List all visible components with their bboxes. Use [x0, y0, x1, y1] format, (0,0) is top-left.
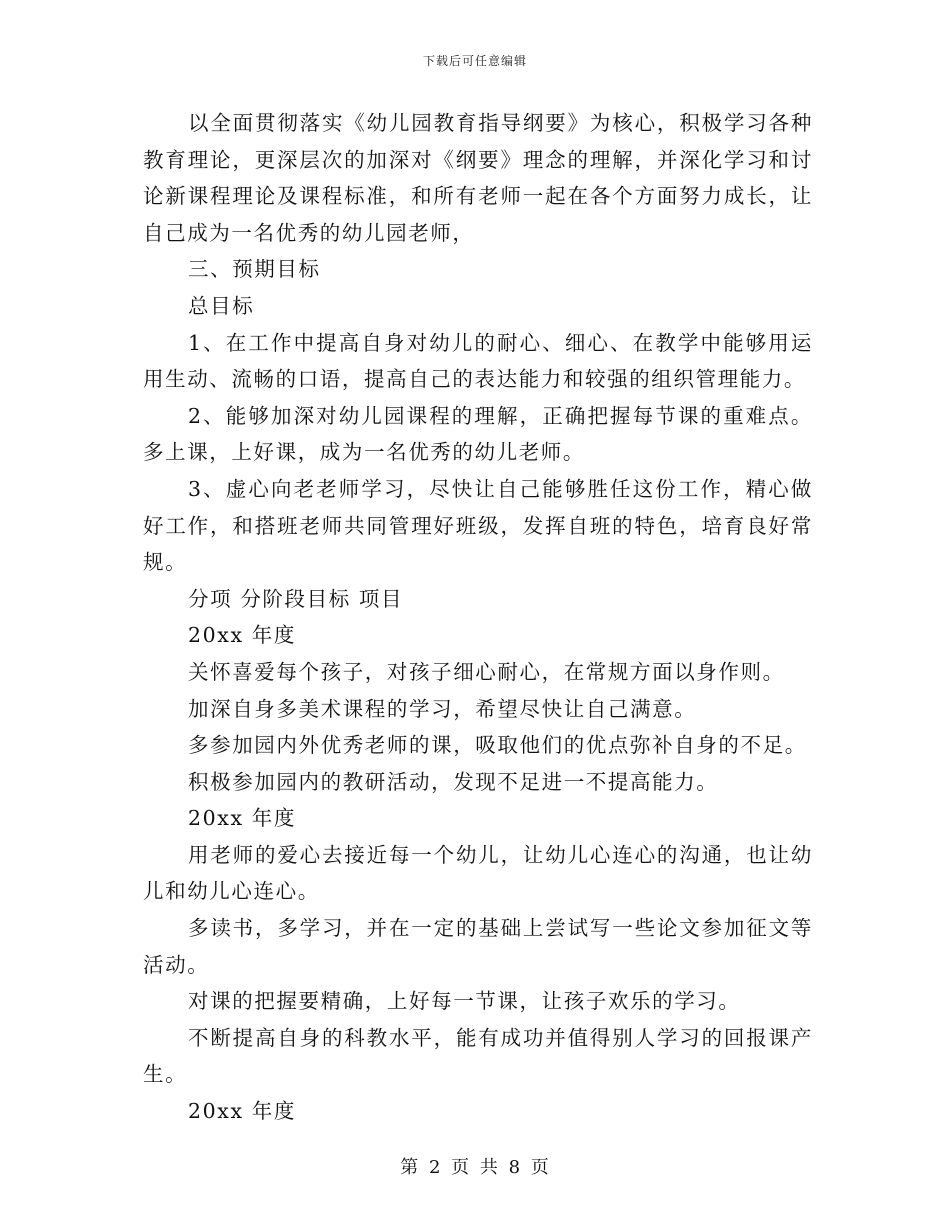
page-header: 下载后可任意编辑: [422, 54, 527, 68]
subheading: 总目标: [188, 293, 255, 318]
paragraph: 多读书，多学习，并在一定的基础上尝试写一些论文参加征文等活动。: [143, 916, 813, 977]
paragraph: 3、虚心向老老师学习，尽快让自己能够胜任这份工作，精心做好工作，和搭班老师共同管理好班级，发挥自班的特色，培育良好常规。: [143, 476, 813, 575]
paragraph: 关怀喜爱每个孩子，对孩子细心耐心，在常规方面以身作则。: [188, 659, 785, 684]
paragraph: 不断提高自身的科教水平，能有成功并值得别人学习的回报课产生。: [143, 1025, 813, 1087]
paragraph: 对课的把握要精确，上好每一节课，让孩子欢乐的学习。: [188, 989, 741, 1014]
year-heading: 20xx 年度: [188, 623, 296, 648]
year-heading: 20xx 年度: [188, 1099, 296, 1124]
paragraph: 积极参加园内的教研活动，发现不足进一不提高能力。: [188, 769, 719, 794]
paragraph: 多参加园内外优秀老师的课，吸取他们的优点弥补自身的不足。: [188, 733, 807, 758]
paragraph: 1、在工作中提高自身对幼儿的耐心、细心、在教学中能够用运用生动、流畅的口语，提高自己的表达能力和较强的组织管理能力。: [143, 330, 813, 392]
paragraph: 加深自身多美术课程的学习，希望尽快让自己满意。: [188, 696, 697, 721]
section-heading: 三、预期目标: [188, 257, 321, 282]
document-body: [143, 105, 813, 1130]
paragraph: 以全面贯彻落实《幼儿园教育指导纲要》为核心，积极学习各种教育理论，更深层次的加深对《纲要》理念的理解，并深化学习和讨论新课程理论及课程标准，和所有老师一起在各个方面努力成长，让自己成为一名优秀的幼儿园老师，: [143, 111, 813, 245]
year-heading: 20xx 年度: [188, 806, 296, 831]
paragraph: 用老师的爱心去接近每一个幼儿，让幼儿心连心的沟通，也让幼儿和幼儿心连心。: [143, 842, 813, 904]
page-footer: 第 2 页 共 8 页: [400, 1157, 550, 1178]
paragraph: 2、能够加深对幼儿园课程的理解，正确把握每节课的重难点。多上课，上好课，成为一名优秀的幼儿老师。: [143, 403, 813, 465]
subheading: 分项 分阶段目标 项目: [188, 586, 404, 611]
